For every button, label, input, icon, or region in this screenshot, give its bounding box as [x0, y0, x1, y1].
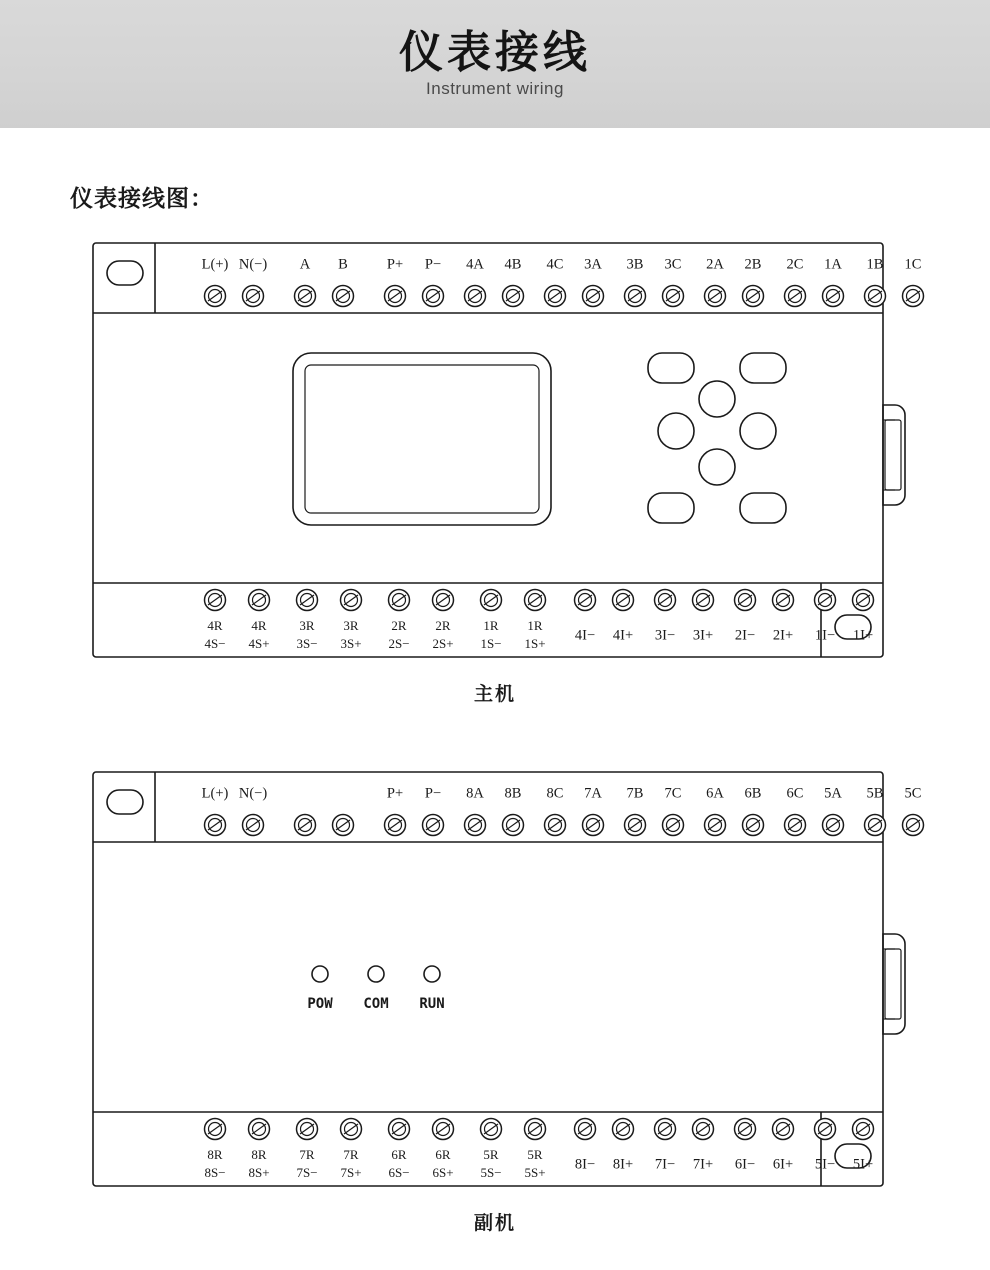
top-terminal-labels	[202, 256, 922, 272]
terminal-label-bottom-15: 5I−	[814, 1156, 836, 1173]
key-bottom-left[interactable]	[648, 493, 694, 523]
bottom-terminal-screws[interactable]	[205, 1119, 874, 1140]
terminal-label-top-10: 3A	[584, 256, 602, 273]
key-top-right[interactable]	[740, 353, 786, 383]
terminal-label-bottom-bot-7: 5S−	[480, 1164, 502, 1180]
terminal-label-bottom-top-8: 1R	[527, 617, 543, 633]
banner-title: 仪表接线	[399, 26, 591, 78]
device-caption-slave: 副机	[473, 1212, 516, 1234]
device-svg-slave	[85, 764, 922, 1194]
bottom-terminal-labels	[204, 1147, 873, 1180]
led-pow	[312, 966, 328, 982]
key-right[interactable]	[740, 413, 776, 449]
page-banner	[0, 0, 990, 128]
terminal-label-top-2: N(−)	[238, 785, 268, 802]
section-title: 仪表接线图：	[70, 186, 214, 212]
top-terminal-screws[interactable]	[205, 286, 924, 307]
terminal-label-bottom-bot-8: 5S+	[524, 1164, 546, 1180]
terminal-label-bottom-bot-3: 7S−	[296, 1164, 318, 1180]
terminal-label-bottom-16: 5I+	[852, 1156, 874, 1173]
terminal-label-top-17: 1B	[866, 256, 884, 273]
terminal-label-bottom-11: 7I−	[654, 1156, 676, 1173]
terminal-label-top-7: 4A	[466, 256, 484, 273]
terminal-label-top-15: 6C	[786, 785, 804, 802]
terminal-label-bottom-10: 4I+	[612, 627, 634, 644]
terminal-label-top-5: P+	[386, 256, 404, 273]
terminal-label-bottom-top-3: 7R	[299, 1146, 315, 1162]
side-connector	[883, 405, 905, 505]
key-up[interactable]	[699, 381, 735, 417]
terminal-label-top-1: L(+)	[201, 785, 229, 802]
device-diagram-master	[85, 235, 922, 706]
terminal-label-top-10: 7A	[584, 785, 602, 802]
lcd-display	[293, 353, 551, 525]
terminal-label-bottom-top-8: 5R	[527, 1146, 543, 1162]
mounting-hole-top-left	[107, 790, 143, 814]
terminal-label-bottom-top-6: 6R	[435, 1146, 451, 1162]
terminal-label-top-6: P−	[424, 256, 442, 273]
terminal-label-top-16: 1A	[824, 256, 842, 273]
top-terminal-screws[interactable]	[205, 815, 924, 836]
terminal-label-bottom-top-5: 6R	[391, 1146, 407, 1162]
terminal-label-bottom-top-1: 8R	[207, 1146, 223, 1162]
led-run	[424, 966, 440, 982]
terminal-label-bottom-bot-1: 4S−	[204, 635, 226, 651]
terminal-label-top-11: 7B	[626, 785, 644, 802]
terminal-label-bottom-top-7: 5R	[483, 1146, 499, 1162]
terminal-label-bottom-bot-2: 4S+	[248, 635, 270, 651]
terminal-label-bottom-14: 6I+	[772, 1156, 794, 1173]
terminal-label-top-12: 3C	[664, 256, 682, 273]
terminal-label-top-9: 4C	[546, 256, 564, 273]
terminal-label-bottom-bot-4: 3S+	[340, 635, 362, 651]
terminal-label-bottom-11: 3I−	[654, 627, 676, 644]
terminal-label-bottom-bot-6: 6S+	[432, 1164, 454, 1180]
terminal-label-top-18: 1C	[904, 256, 922, 273]
terminal-label-bottom-9: 8I−	[574, 1156, 596, 1173]
terminal-label-top-12: 7C	[664, 785, 682, 802]
terminal-label-bottom-12: 7I+	[692, 1156, 714, 1173]
terminal-label-top-11: 3B	[626, 256, 644, 273]
terminal-label-top-13: 2A	[706, 256, 724, 273]
key-bottom-right[interactable]	[740, 493, 786, 523]
terminal-label-top-14: 6B	[744, 785, 762, 802]
side-connector	[883, 934, 905, 1034]
terminal-label-top-15: 2C	[786, 256, 804, 273]
banner-subtitle: Instrument wiring	[426, 79, 564, 99]
terminal-label-top-14: 2B	[744, 256, 762, 273]
terminal-label-bottom-bot-2: 8S+	[248, 1164, 270, 1180]
terminal-label-top-5: P+	[386, 785, 404, 802]
terminal-label-bottom-16: 1I+	[852, 627, 874, 644]
key-left[interactable]	[658, 413, 694, 449]
terminal-label-top-1: L(+)	[201, 256, 229, 273]
terminal-label-bottom-top-7: 1R	[483, 617, 499, 633]
terminal-label-bottom-12: 3I+	[692, 627, 714, 644]
terminal-label-top-9: 8C	[546, 785, 564, 802]
terminal-label-bottom-14: 2I+	[772, 627, 794, 644]
terminal-label-bottom-bot-7: 1S−	[480, 635, 502, 651]
terminal-label-bottom-13: 6I−	[734, 1156, 756, 1173]
keypad[interactable]	[648, 353, 786, 523]
terminal-label-bottom-bot-5: 6S−	[388, 1164, 410, 1180]
mounting-hole-top-left	[107, 261, 143, 285]
terminal-label-bottom-bot-8: 1S+	[524, 635, 546, 651]
led-label-pow: POW	[307, 996, 333, 1012]
device-caption-master: 主机	[473, 683, 516, 705]
terminal-label-bottom-top-3: 3R	[299, 617, 315, 633]
device-svg-master	[85, 235, 922, 665]
terminal-label-bottom-top-6: 2R	[435, 617, 451, 633]
terminal-label-bottom-bot-1: 8S−	[204, 1164, 226, 1180]
terminal-label-top-18: 5C	[904, 785, 922, 802]
terminal-label-top-2: N(−)	[238, 256, 268, 273]
terminal-label-bottom-top-5: 2R	[391, 617, 407, 633]
terminal-label-bottom-9: 4I−	[574, 627, 596, 644]
key-down[interactable]	[699, 449, 735, 485]
indicator-leds	[307, 966, 444, 1012]
terminal-label-bottom-15: 1I−	[814, 627, 836, 644]
led-label-run: RUN	[419, 996, 445, 1012]
terminal-label-bottom-bot-6: 2S+	[432, 635, 454, 651]
terminal-label-top-3: A	[299, 256, 311, 273]
terminal-label-bottom-bot-4: 7S+	[340, 1164, 362, 1180]
terminal-label-top-6: P−	[424, 785, 442, 802]
terminal-label-top-17: 5B	[866, 785, 884, 802]
terminal-label-bottom-13: 2I−	[734, 627, 756, 644]
terminal-label-bottom-top-2: 4R	[251, 617, 267, 633]
terminal-label-top-4: B	[338, 256, 348, 273]
led-label-com: COM	[363, 996, 389, 1012]
device-diagram-slave	[85, 764, 922, 1235]
terminal-label-top-7: 8A	[466, 785, 484, 802]
led-com	[368, 966, 384, 982]
terminal-label-bottom-bot-3: 3S−	[296, 635, 318, 651]
terminal-label-top-13: 6A	[706, 785, 724, 802]
bottom-terminal-screws[interactable]	[205, 590, 874, 611]
terminal-label-bottom-bot-5: 2S−	[388, 635, 410, 651]
terminal-label-top-8: 8B	[504, 785, 522, 802]
terminal-label-bottom-top-4: 7R	[343, 1146, 359, 1162]
key-top-left[interactable]	[648, 353, 694, 383]
terminal-label-top-16: 5A	[824, 785, 842, 802]
terminal-label-bottom-10: 8I+	[612, 1156, 634, 1173]
top-terminal-labels	[202, 785, 922, 801]
terminal-label-top-8: 4B	[504, 256, 522, 273]
terminal-label-bottom-top-1: 4R	[207, 617, 223, 633]
bottom-terminal-labels	[204, 618, 873, 651]
terminal-label-bottom-top-2: 8R	[251, 1146, 267, 1162]
terminal-label-bottom-top-4: 3R	[343, 617, 359, 633]
